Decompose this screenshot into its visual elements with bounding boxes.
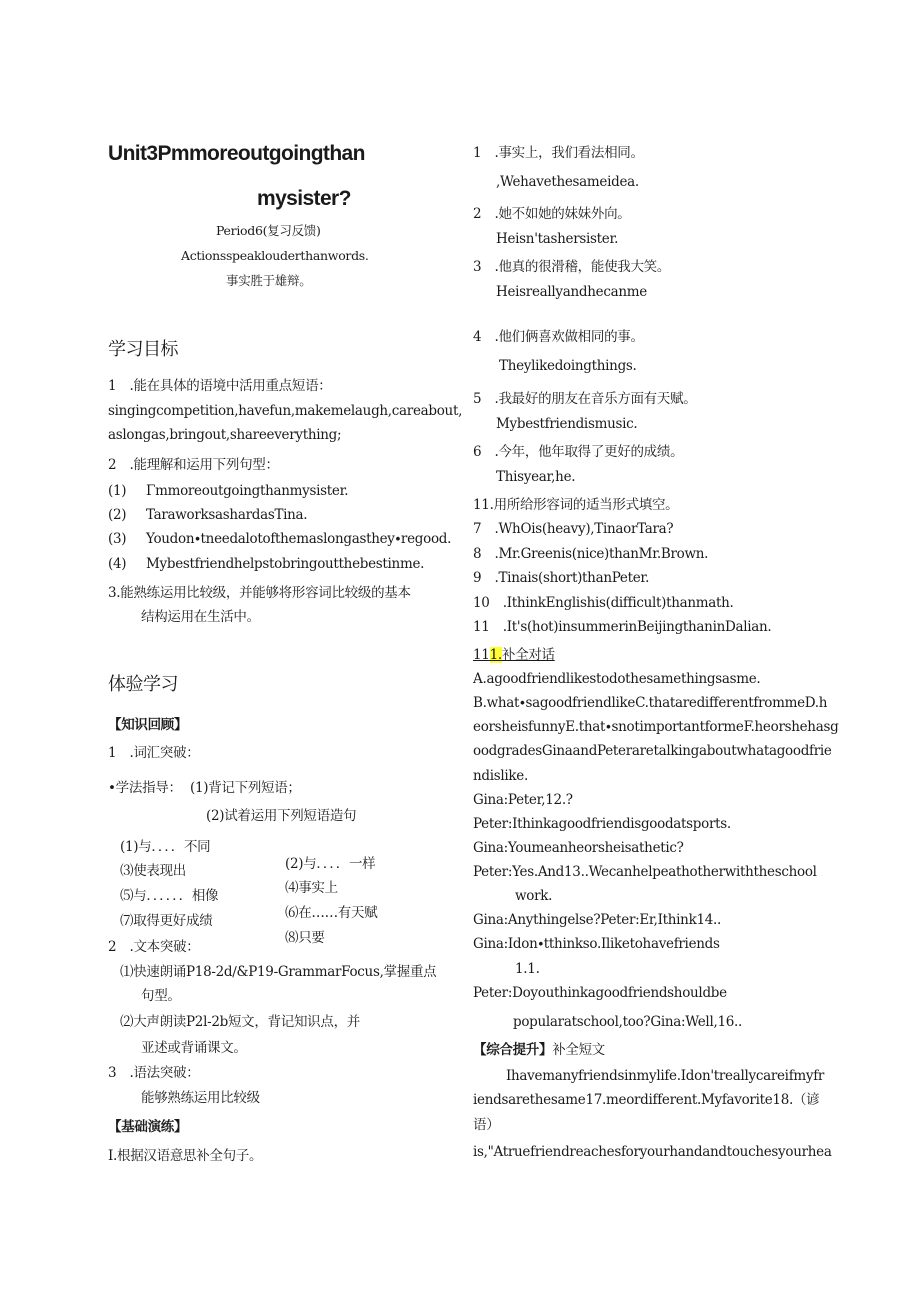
part-3-highlight: 1.	[489, 647, 502, 663]
question-2-chinese: 2 .她不如她的妹妹外向。	[473, 206, 631, 222]
page-title: Unit3Pmmoreoutgoingthan	[108, 142, 365, 165]
objective-1-phrases: singingcompetition,havefun,makemelaugh,careabout,	[108, 403, 463, 419]
comprehensive-section	[473, 1041, 605, 1059]
question-1-english: ,Wehavethesameidea.	[496, 174, 639, 190]
part-3-instruction	[473, 646, 555, 664]
question-3-chinese: 3 .他真的很滑稽，能使我大笑。	[473, 259, 671, 275]
option-line-2: B.what∙sagoodfriendlikeC.thataredifferentfrommeD.h	[473, 695, 828, 711]
experience-heading: 体验学习	[108, 674, 178, 695]
question-5-english: Mybestfriendismusic.	[496, 416, 638, 432]
fill-item-8: 8 .Mr.Greenis(nice)thanMr.Brown.	[473, 546, 709, 562]
part-3-title: 补全对话	[501, 647, 555, 663]
period-label: Period6(复习反馈)	[216, 223, 321, 238]
sentence-4-number: (4)	[108, 556, 127, 572]
sentence-3-number: (3)	[108, 531, 127, 547]
dialogue-line-4: Peter:Yes.And13..Wecanhelpeathotherwiththeschool	[473, 864, 817, 880]
passage-line-3: 语）	[473, 1117, 500, 1133]
text-label: 2 .文本突破：	[108, 939, 200, 955]
quote-english: Actionsspeaklouderthanwords.	[181, 248, 369, 263]
objective-2: 2 .能理解和运用下列句型：	[108, 457, 279, 473]
method-step-1: (1)背记下列短语；	[190, 780, 301, 796]
basic-practice-label: 【基础演练】	[108, 1119, 188, 1135]
page-title-line2: mysister?	[257, 187, 351, 210]
objectives-heading: 学习目标	[108, 339, 178, 360]
review-label: 【知识回顾】	[108, 717, 188, 733]
dialogue-line-6-cont: 1.1.	[515, 961, 540, 977]
method-label: •学法指导：	[108, 780, 182, 796]
dialogue-line-7-cont: popularatschool,too?Gina:Well,16..	[513, 1014, 743, 1030]
dialogue-line-7: Peter:Doyouthinkagoodfriendshouldbe	[473, 985, 727, 1001]
phrase-2: (2)与．．．．一样	[285, 856, 376, 872]
dialogue-line-1: Gina:Peter,12.?	[473, 792, 573, 808]
fill-item-11: 11 .It's(hot)insummerinBeijingthaninDalian.	[473, 619, 772, 635]
question-5-chinese: 5 .我最好的朋友在音乐方面有天赋。	[473, 391, 697, 407]
method-step-2: (2)试着运用下列短语造句	[206, 808, 357, 824]
sentence-1-number: (1)	[108, 483, 127, 499]
question-4-english: Theylikedoingthings.	[499, 358, 637, 374]
text-task-2: ⑵大声朗读P2l-2b短文，背记知识点，并	[120, 1014, 360, 1030]
quote-chinese: 事实胜于雄辩。	[226, 273, 312, 288]
question-6-english: Thisyear,he.	[496, 469, 576, 485]
comprehensive-title: 补全短文	[552, 1042, 606, 1058]
dialogue-line-6: Gina:Idon∙tthinkso.Iliketohavefriends	[473, 936, 720, 952]
sentence-2-number: (2)	[108, 507, 127, 523]
dialogue-line-2: Peter:Ithinkagoodfriendisgoodatsports.	[473, 816, 731, 832]
question-1-chinese: 1 .事实上，我们看法相同。	[473, 145, 644, 161]
text-task-1-cont: 句型。	[141, 988, 181, 1004]
text-task-2-cont: 亚述或背诵课文。	[141, 1040, 247, 1056]
part-2-instruction: 11.用所给形容词的适当形式填空。	[473, 497, 679, 513]
fill-item-9: 9 .Tinais(short)thanPeter.	[473, 570, 650, 586]
sentence-3: Youdon∙tneedalotofthemaslongasthey∙regood.	[146, 531, 452, 547]
part-1-instruction: I.根据汉语意思补全句子。	[108, 1148, 263, 1164]
objective-3: 3.能熟练运用比较级，并能够将形容词比较级的基本	[108, 585, 411, 601]
passage-line-4: is,"Atruefriendreachesforyourhandandtouchesyourhea	[473, 1144, 832, 1160]
sentence-1: Γmmoreoutgoingthanmysister.	[146, 483, 349, 499]
vocab-label: 1 .词汇突破：	[108, 745, 200, 761]
phrase-6: ⑹在……有天赋	[285, 905, 378, 921]
grammar-label: 3 .语法突破：	[108, 1065, 200, 1081]
question-6-chinese: 6 .今年，他年取得了更好的成绩。	[473, 444, 684, 460]
phrase-1: (1)与．．．．不同	[120, 839, 211, 855]
passage-line-2: iendsarethesame17.meordifferent.Myfavorite18.（谚	[473, 1092, 820, 1108]
option-line-4: oodgradesGinaandPeteraretalkingaboutwhatagoodfrie	[473, 743, 832, 759]
fill-item-7: 7 .WhOis(heavy),TinaorTara?	[473, 521, 674, 537]
phrase-4: ⑷事实上	[285, 880, 338, 896]
grammar-task: 能够熟练运用比较级	[141, 1090, 260, 1106]
dialogue-line-4-cont: work.	[515, 888, 553, 904]
objective-1: 1 .能在具体的语境中活用重点短语：	[108, 378, 332, 394]
phrase-8: ⑻只要	[285, 930, 325, 946]
part-3-number: 11	[473, 647, 490, 663]
option-line-5: ndislike.	[473, 768, 528, 784]
passage-line-1: Ihavemanyfriendsinmylife.Idon'treallycareifmyfr	[506, 1068, 825, 1084]
question-4-chinese: 4 .他们俩喜欢做相同的事。	[473, 329, 644, 345]
sentence-4: Mybestfriendhelpstobringoutthebestinme.	[146, 556, 425, 572]
fill-item-10: 10 .IthinkEnglishis(difficult)thanmath.	[473, 595, 734, 611]
text-task-1: ⑴快速朗诵P18-2d∕&P19-GrammarFocus,掌握重点	[120, 964, 437, 980]
dialogue-line-3: Gina:Youmeanheorsheisathetic?	[473, 840, 684, 856]
sentence-2: TaraworksashardasTina.	[146, 507, 308, 523]
dialogue-line-5: Gina:Anythingelse?Peter:Er,Ithink14..	[473, 912, 722, 928]
option-line-3: eorsheisfunnyE.that∙snotimportantformeF.heorshehasg	[473, 719, 839, 735]
comprehensive-label: 【综合提升】	[473, 1042, 553, 1058]
objective-3-cont: 结构运用在生活中。	[141, 609, 260, 625]
phrase-3: ⑶使表现出	[120, 863, 186, 879]
question-2-english: Heisn'tashersister.	[496, 231, 619, 247]
phrase-7: ⑺取得更好成绩	[120, 913, 213, 929]
question-3-english: Heisreallyandhecanme	[496, 284, 647, 300]
phrase-5: ⑸与．．．．．．相像	[120, 888, 219, 904]
objective-1-phrases-cont: aslongas,bringout,shareeverything;	[108, 427, 342, 443]
option-line-1: A.agoodfriendlikestodothesamethingsasme.	[473, 671, 761, 687]
